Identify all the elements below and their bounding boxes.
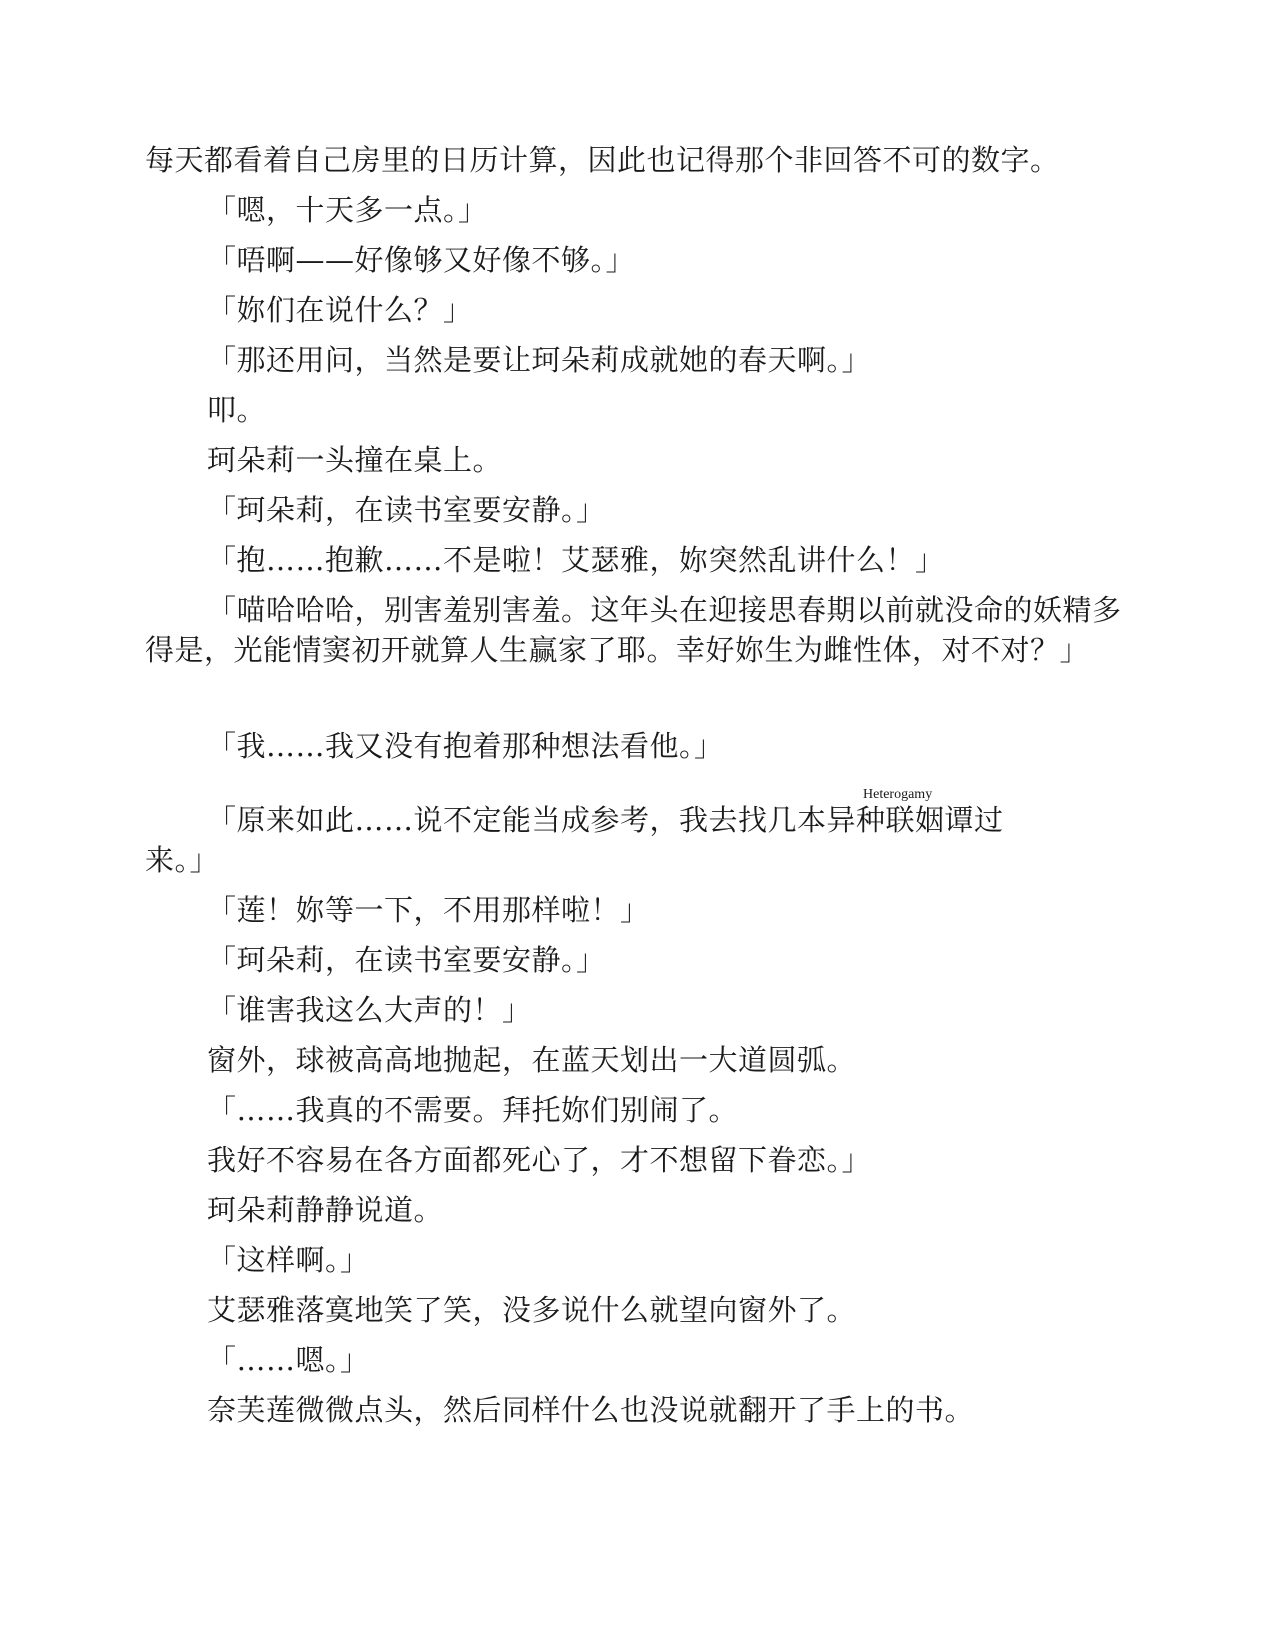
paragraph: 「喵哈哈哈，别害羞别害羞。这年头在迎接思春期以前就没命的妖精多得是，光能情窦初开就算人生赢家了耶。幸好妳生为雌性体，对不对？」: [145, 593, 1122, 667]
paragraph: 「那还用问，当然是要让珂朵莉成就她的春天啊。」: [207, 343, 872, 377]
paragraph: 「莲！妳等一下，不用那样啦！」: [207, 893, 650, 927]
paragraph: 「珂朵莉，在读书室要安静。」: [207, 943, 606, 977]
paragraph: 窗外，球被高高地抛起，在蓝天划出一大道圆弧。: [207, 1043, 857, 1077]
paragraph: 「……嗯。」: [207, 1343, 370, 1377]
paragraph: 「抱……抱歉……不是啦！艾瑟雅，妳突然乱讲什么！」: [207, 543, 945, 577]
paragraph: 每天都看着自己房里的日历计算，因此也记得那个非回答不可的数字。: [145, 143, 1060, 177]
ruby-annotation: Heterogamy: [863, 787, 933, 802]
paragraph: 珂朵莉静静说道。: [207, 1193, 444, 1227]
paragraph: 「唔啊——好像够又好像不够。」: [207, 243, 636, 277]
paragraph: 「原来如此……说不定能当成参考，我去找几本异种联姻谭过来。」: [145, 803, 1004, 877]
paragraph: 「这样啊。」: [207, 1243, 370, 1277]
paragraph: 叩。: [207, 393, 267, 427]
document-page: [145, 140, 1125, 1440]
paragraph-with-ruby: [145, 788, 1125, 890]
paragraph: 我好不容易在各方面都死心了，才不想留下眷恋。」: [207, 1143, 872, 1177]
paragraph: 「妳们在说什么？」: [207, 293, 473, 327]
paragraph: 「……我真的不需要。拜托妳们别闹了。: [207, 1093, 739, 1127]
paragraph: 「珂朵莉，在读书室要安静。」: [207, 493, 606, 527]
paragraph: 「嗯，十天多一点。」: [207, 193, 488, 227]
paragraph: 珂朵莉一头撞在桌上。: [207, 443, 503, 477]
paragraph: 艾瑟雅落寞地笑了笑，没多说什么就望向窗外了。: [207, 1293, 857, 1327]
paragraph: 奈芙莲微微点头，然后同样什么也没说就翻开了手上的书。: [207, 1393, 975, 1427]
paragraph: 「我……我又没有抱着那种想法看他。」: [207, 729, 724, 763]
paragraph: 「谁害我这么大声的！」: [207, 993, 532, 1027]
